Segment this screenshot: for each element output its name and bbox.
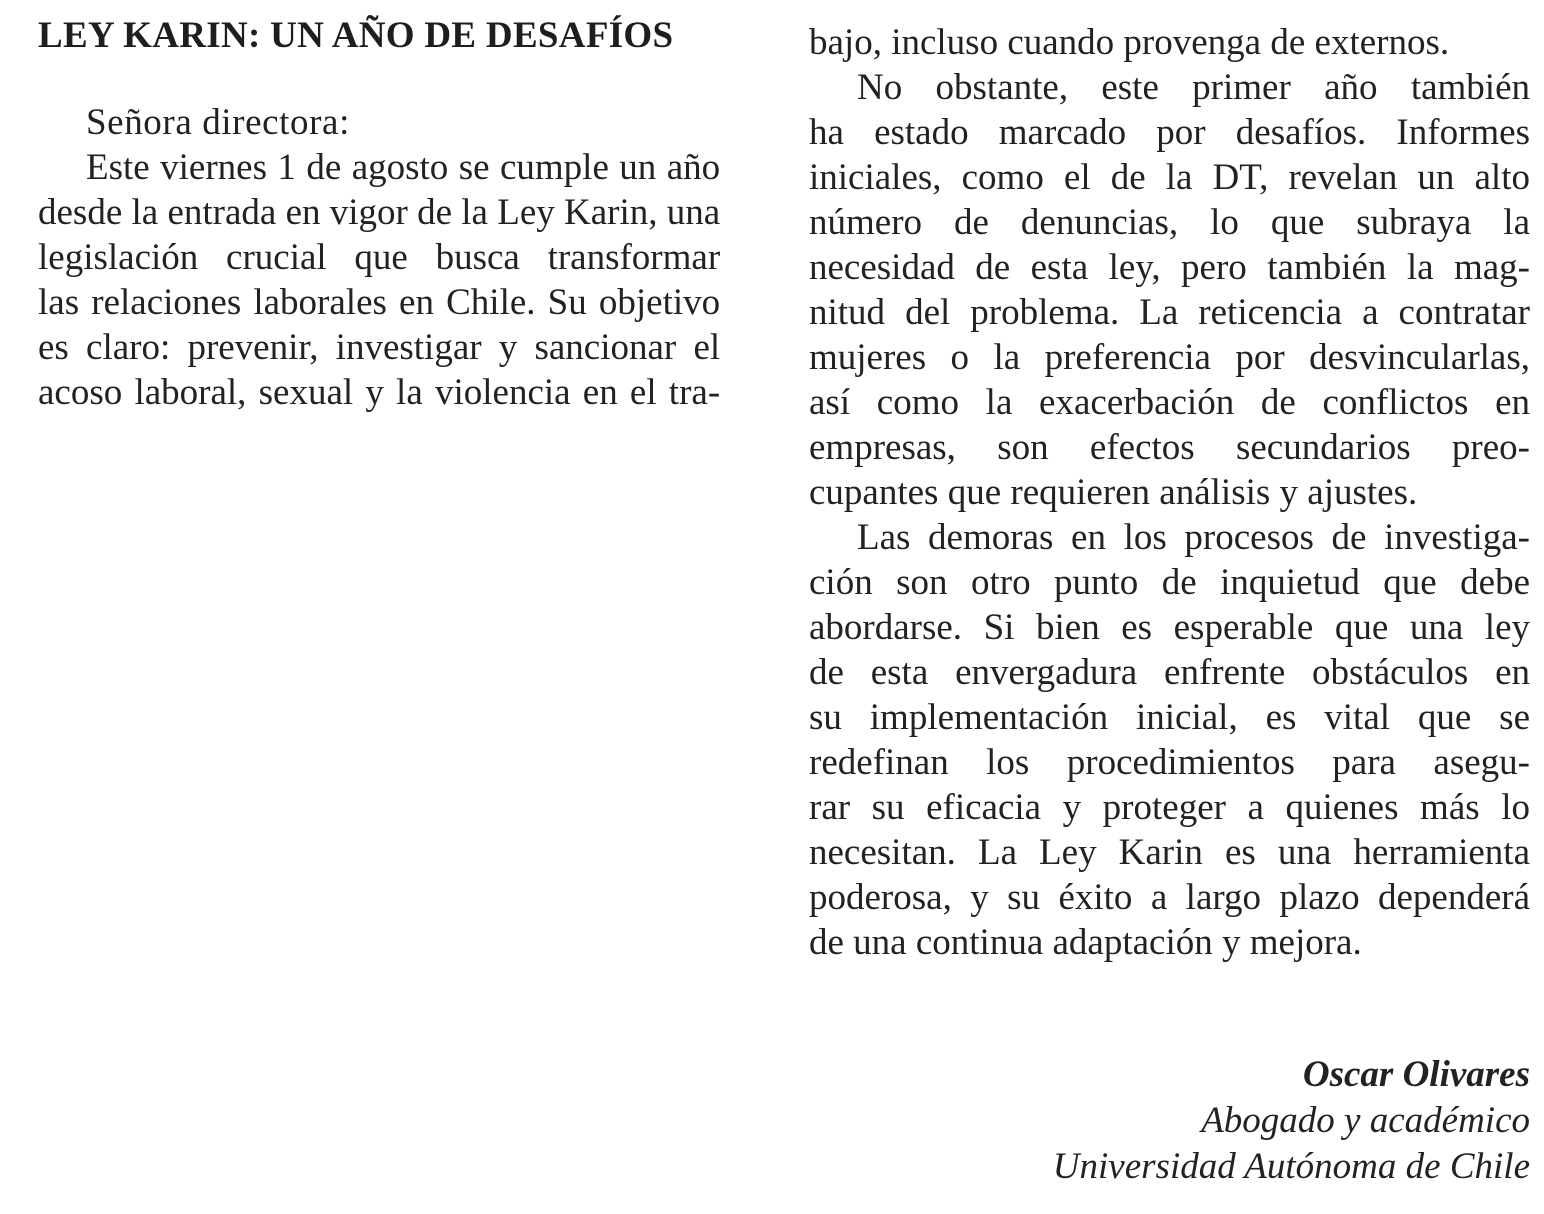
text-line: así como la exacerbación de conflictos en xyxy=(809,382,1530,423)
letter-signature xyxy=(1053,1052,1530,1190)
text-line: cupantes que requieren análisis y ajustes. xyxy=(809,472,1418,513)
text-line: legislación crucial que busca transformar xyxy=(38,237,721,278)
author-name: Oscar Olivares xyxy=(1302,1054,1530,1095)
text-line: número de denuncias, lo que subraya la xyxy=(809,202,1530,243)
text-line: acoso laboral, sexual y la violencia en el tra- xyxy=(38,372,721,413)
text-line: mujeres o la preferencia por desvincularlas, xyxy=(809,337,1530,378)
text-line: de esta envergadura enfrente obstáculos en xyxy=(809,652,1530,693)
paragraph-1 xyxy=(38,145,720,415)
letter-headline: LEY KARIN: UN AÑO DE DESAFÍOS xyxy=(38,15,674,56)
author-role: Abogado y académico xyxy=(1201,1100,1530,1141)
text-line: empresas, son efectos secundarios preo- xyxy=(809,427,1530,468)
text-line: desde la entrada en vigor de la Ley Karin, una xyxy=(38,192,721,233)
text-line: Las demoras en los procesos de investiga- xyxy=(857,517,1530,558)
text-line: ha estado marcado por desafíos. Informes xyxy=(809,112,1530,153)
text-line: No obstante, este primer año también xyxy=(857,67,1530,108)
text-line: es claro: prevenir, investigar y sancionar el xyxy=(38,327,721,368)
text-line: necesidad de esta ley, pero también la mag- xyxy=(809,247,1530,288)
text-line: rar su eficacia y proteger a quienes más lo xyxy=(809,787,1530,828)
text-line: poderosa, y su éxito a largo plazo dependerá xyxy=(809,877,1530,918)
text-line: nitud del problema. La reticencia a contratar xyxy=(809,292,1530,333)
paragraph-1-continued xyxy=(809,20,1449,65)
paragraph-2 xyxy=(809,65,1530,515)
letter-salutation: Señora directora: xyxy=(86,102,350,143)
text-line: las relaciones laborales en Chile. Su objetivo xyxy=(38,282,721,323)
author-organization: Universidad Autónoma de Chile xyxy=(1052,1146,1530,1187)
text-line: de una continua adaptación y mejora. xyxy=(809,922,1362,963)
text-line: redefinan los procedimientos para asegu- xyxy=(809,742,1530,783)
text-line: bajo, incluso cuando provenga de externos. xyxy=(809,22,1450,63)
text-line: su implementación inicial, es vital que se xyxy=(809,697,1530,738)
text-line: ción son otro punto de inquietud que debe xyxy=(809,562,1530,603)
text-line: necesitan. La Ley Karin es una herramienta xyxy=(809,832,1530,873)
text-line: Este viernes 1 de agosto se cumple un año xyxy=(86,147,721,188)
text-line: abordarse. Si bien es esperable que una ley xyxy=(809,607,1530,648)
text-line: iniciales, como el de la DT, revelan un alto xyxy=(809,157,1530,198)
paragraph-3 xyxy=(809,515,1530,965)
